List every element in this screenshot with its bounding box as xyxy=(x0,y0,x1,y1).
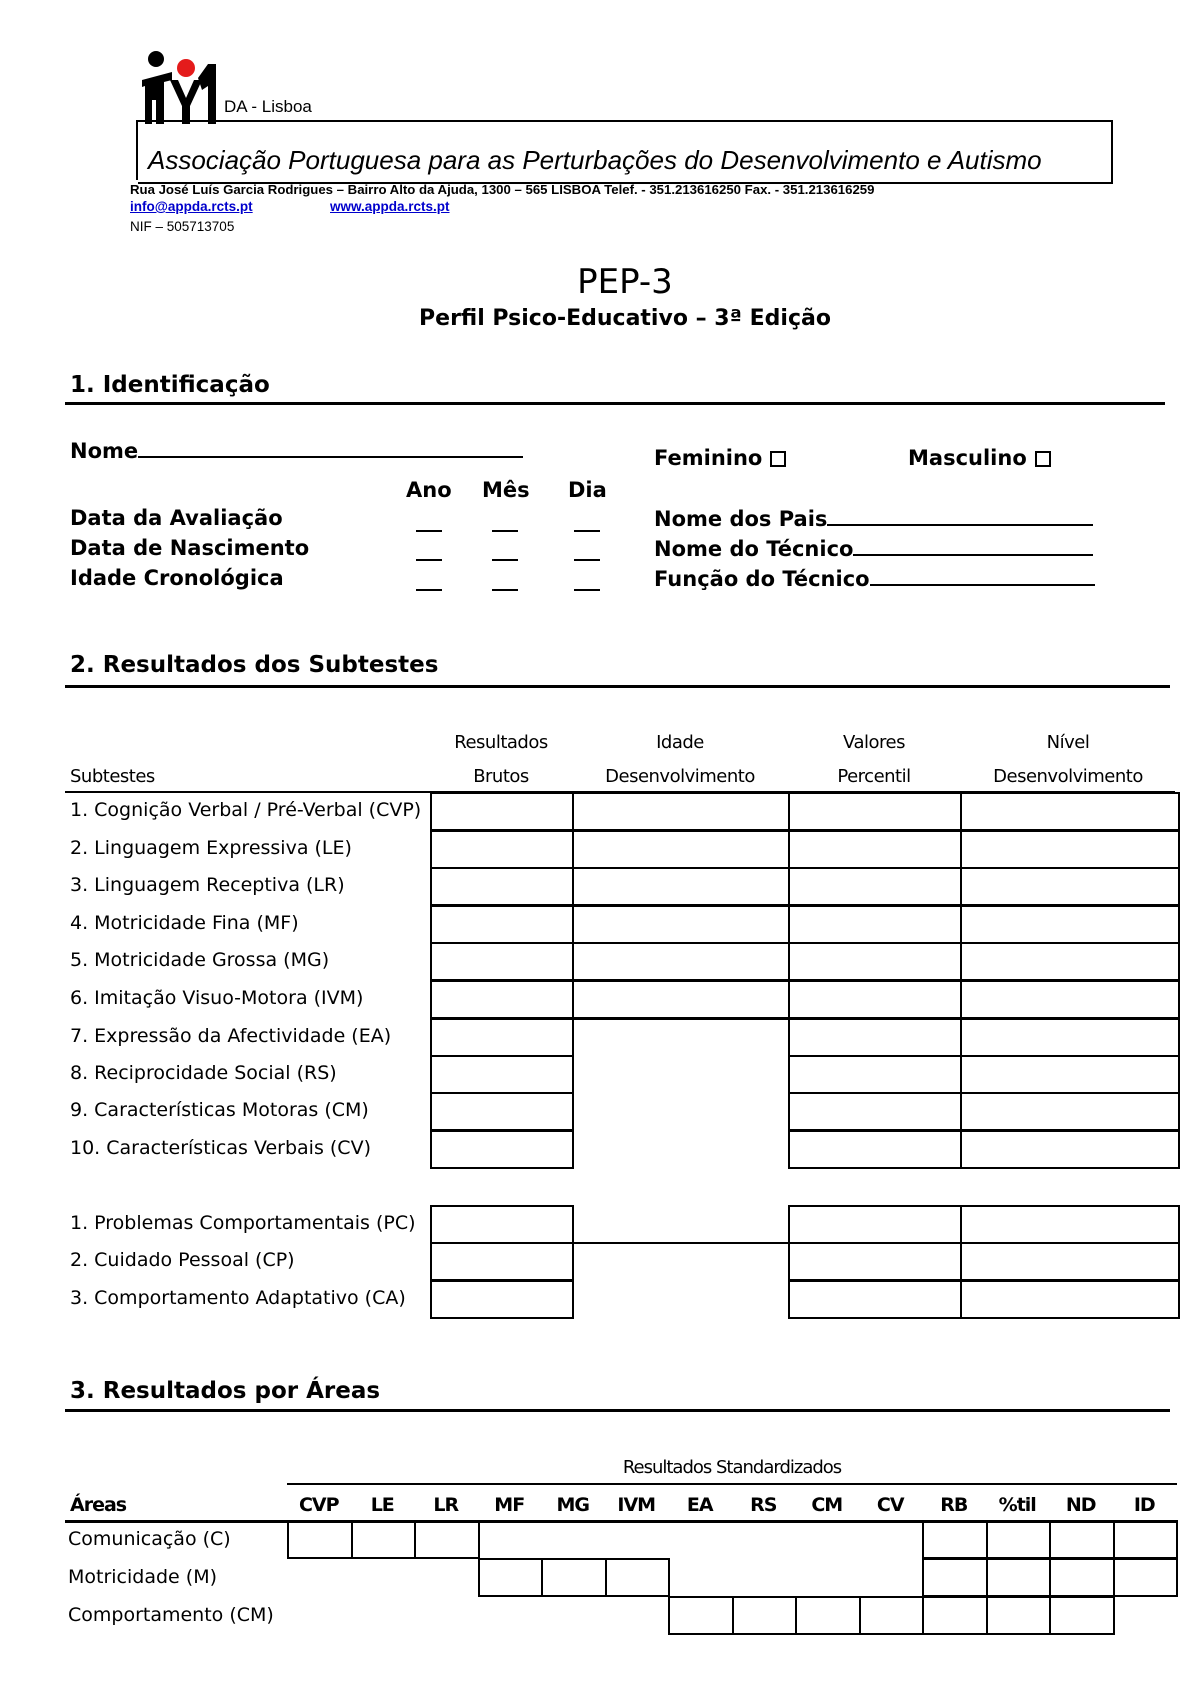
section-divider xyxy=(65,402,1165,405)
resultado-bruto-cell[interactable] xyxy=(430,1055,574,1094)
page-title: PEP-3 xyxy=(577,262,673,302)
resultado-bruto-cell[interactable] xyxy=(430,1280,574,1319)
area-score-cell[interactable] xyxy=(1049,1558,1115,1597)
valor-percentil-cell[interactable] xyxy=(788,1205,962,1244)
section-areas-title: 3. Resultados por Áreas xyxy=(70,1378,381,1404)
idade-desenvolvimento-cell[interactable] xyxy=(572,830,790,869)
nivel-desenvolvimento-cell[interactable] xyxy=(960,980,1180,1019)
area-code-header: LE xyxy=(370,1494,394,1516)
valor-percentil-cell[interactable] xyxy=(788,830,962,869)
area-score-cell[interactable] xyxy=(605,1558,671,1597)
area-score-cell[interactable] xyxy=(795,1596,861,1635)
address-line: Rua José Luís Garcia Rodrigues – Bairro Alto da Ajuda, 1300 – 565 LISBOA Telef. - 351.213616250 Fax. - 351.213616259 xyxy=(130,182,875,197)
idade-cronologica-label: Idade Cronológica xyxy=(70,566,284,590)
subtest-row-label: 9. Características Motoras (CM) xyxy=(70,1099,369,1121)
blank-dia[interactable] xyxy=(574,589,600,591)
nivel-desenvolvimento-cell[interactable] xyxy=(960,1205,1180,1244)
nivel-desenvolvimento-cell[interactable] xyxy=(960,1092,1180,1131)
area-score-cell[interactable] xyxy=(478,1558,544,1597)
nivel-desenvolvimento-cell[interactable] xyxy=(960,867,1180,906)
feminino-label: Feminino xyxy=(654,446,763,470)
col-mes: Mês xyxy=(482,478,530,502)
header-idade-desenvolvimento-1: Idade xyxy=(656,732,704,753)
resultado-bruto-cell[interactable] xyxy=(430,830,574,869)
area-score-cell[interactable] xyxy=(986,1558,1052,1597)
area-score-cell[interactable] xyxy=(986,1520,1052,1559)
resultado-bruto-cell[interactable] xyxy=(430,1092,574,1131)
area-score-cell[interactable] xyxy=(668,1596,734,1635)
area-code-header: CVP xyxy=(298,1494,339,1516)
area-score-cell[interactable] xyxy=(732,1596,798,1635)
data-nascimento-label: Data de Nascimento xyxy=(70,536,310,560)
header-idade-desenvolvimento-2: Desenvolvimento xyxy=(605,766,755,787)
resultado-bruto-cell[interactable] xyxy=(430,867,574,906)
page-subtitle: Perfil Psico-Educativo – 3ª Edição xyxy=(419,306,831,331)
area-row-label: Comunicação (C) xyxy=(68,1528,231,1550)
funcao-tecnico-field[interactable] xyxy=(654,566,1095,591)
blank-dia[interactable] xyxy=(574,530,600,532)
area-score-cell[interactable] xyxy=(922,1596,988,1635)
valor-percentil-cell[interactable] xyxy=(788,980,962,1019)
blank-dia[interactable] xyxy=(574,559,600,561)
feminino-option[interactable] xyxy=(654,446,786,470)
nivel-desenvolvimento-cell[interactable] xyxy=(960,1242,1180,1281)
resultado-bruto-cell[interactable] xyxy=(430,1242,574,1281)
idade-desenvolvimento-cell[interactable] xyxy=(572,867,790,906)
nivel-desenvolvimento-cell[interactable] xyxy=(960,942,1180,981)
funcao-tecnico-blank[interactable] xyxy=(870,566,1095,586)
section-identificacao-title: 1. Identificação xyxy=(70,372,270,398)
area-code-header: EA xyxy=(686,1494,713,1516)
col-ano: Ano xyxy=(406,478,452,502)
area-score-cell[interactable] xyxy=(986,1596,1052,1635)
area-code-header: MG xyxy=(556,1494,589,1516)
blank-mes[interactable] xyxy=(492,530,518,532)
area-code-header: IVM xyxy=(617,1494,656,1516)
org-city: DA - Lisboa xyxy=(224,97,312,116)
idade-desenvolvimento-cell[interactable] xyxy=(572,942,790,981)
valor-percentil-cell[interactable] xyxy=(788,1280,962,1319)
valor-percentil-cell[interactable] xyxy=(788,792,962,831)
subtest-row-label: 1. Cognição Verbal / Pré-Verbal (CVP) xyxy=(70,799,422,821)
resultado-bruto-cell[interactable] xyxy=(430,1130,574,1169)
table-line xyxy=(572,1018,788,1020)
header-valores-percentil-2: Percentil xyxy=(837,766,911,787)
subtest-row-label: 10. Características Verbais (CV) xyxy=(70,1137,371,1159)
areas-label: Áreas xyxy=(70,1494,127,1516)
area-code-header: RB xyxy=(940,1494,968,1516)
nivel-desenvolvimento-cell[interactable] xyxy=(960,1280,1180,1319)
subtest-row-label: 8. Reciprocidade Social (RS) xyxy=(70,1062,337,1084)
area-score-cell[interactable] xyxy=(922,1520,988,1559)
area-code-header: CM xyxy=(811,1494,843,1516)
subtest-row-label: 2. Linguagem Expressiva (LE) xyxy=(70,837,352,859)
nivel-desenvolvimento-cell[interactable] xyxy=(960,1130,1180,1169)
area-code-header: ID xyxy=(1133,1494,1155,1516)
table-line xyxy=(572,1242,788,1244)
valor-percentil-cell[interactable] xyxy=(788,1242,962,1281)
masculino-label: Masculino xyxy=(908,446,1027,470)
blank-mes[interactable] xyxy=(492,589,518,591)
data-avaliacao-label: Data da Avaliação xyxy=(70,506,283,530)
nivel-desenvolvimento-cell[interactable] xyxy=(960,905,1180,944)
area-score-cell[interactable] xyxy=(1049,1596,1115,1635)
header-resultados-brutos-2: Brutos xyxy=(473,766,529,787)
feminino-checkbox[interactable] xyxy=(770,451,786,467)
area-score-cell[interactable] xyxy=(922,1558,988,1597)
organization-logo xyxy=(142,50,222,126)
resultado-bruto-cell[interactable] xyxy=(430,1018,574,1057)
header-nivel-desenvolvimento-1: Nível xyxy=(1046,732,1090,753)
valor-percentil-cell[interactable] xyxy=(788,867,962,906)
valor-percentil-cell[interactable] xyxy=(788,1055,962,1094)
area-code-header: RS xyxy=(750,1494,777,1516)
area-score-cell[interactable] xyxy=(541,1558,607,1597)
blank-ano[interactable] xyxy=(416,530,442,532)
header-valores-percentil-1: Valores xyxy=(843,732,905,753)
group-underline xyxy=(287,1483,1177,1485)
subtest-row-label: 4. Motricidade Fina (MF) xyxy=(70,912,299,934)
idade-desenvolvimento-cell[interactable] xyxy=(572,905,790,944)
resultado-bruto-cell[interactable] xyxy=(430,942,574,981)
section-divider xyxy=(65,685,1170,688)
nome-pais-field[interactable] xyxy=(654,506,1093,531)
resultado-bruto-cell[interactable] xyxy=(430,1205,574,1244)
nivel-desenvolvimento-cell[interactable] xyxy=(960,830,1180,869)
area-code-header: %til xyxy=(998,1494,1036,1516)
area-code-header: ND xyxy=(1065,1494,1096,1516)
subtest-row-label: 7. Expressão da Afectividade (EA) xyxy=(70,1025,392,1047)
subtest-row-label: 6. Imitação Visuo-Motora (IVM) xyxy=(70,987,364,1009)
nome-pais-blank[interactable] xyxy=(827,506,1093,526)
email-link[interactable]: info@appda.rcts.pt xyxy=(130,199,253,214)
valor-percentil-cell[interactable] xyxy=(788,905,962,944)
area-code-header: LR xyxy=(433,1494,459,1516)
col-dia: Dia xyxy=(568,478,607,502)
idade-desenvolvimento-cell[interactable] xyxy=(572,792,790,831)
idade-desenvolvimento-cell[interactable] xyxy=(572,980,790,1019)
resultado-bruto-cell[interactable] xyxy=(430,980,574,1019)
area-score-cell[interactable] xyxy=(1113,1558,1179,1597)
area-score-cell[interactable] xyxy=(351,1520,417,1559)
area-row-label: Motricidade (M) xyxy=(68,1566,217,1588)
nome-tecnico-field[interactable] xyxy=(654,536,1093,561)
nome-tecnico-label: Nome do Técnico xyxy=(654,537,854,561)
composite-row-label: 3. Comportamento Adaptativo (CA) xyxy=(70,1287,406,1309)
valor-percentil-cell[interactable] xyxy=(788,942,962,981)
composite-row-label: 2. Cuidado Pessoal (CP) xyxy=(70,1249,295,1271)
header-frame-left xyxy=(136,120,138,180)
area-score-cell[interactable] xyxy=(414,1520,480,1559)
area-row-label: Comportamento (CM) xyxy=(68,1604,274,1626)
area-code-header: CV xyxy=(876,1494,904,1516)
nivel-desenvolvimento-cell[interactable] xyxy=(960,1018,1180,1057)
area-score-cell[interactable] xyxy=(1113,1520,1179,1559)
valor-percentil-cell[interactable] xyxy=(788,1018,962,1057)
subtest-row-label: 3. Linguagem Receptiva (LR) xyxy=(70,874,345,896)
section-divider xyxy=(65,1409,1170,1412)
header-resultados-brutos-1: Resultados xyxy=(454,732,548,753)
nome-label: Nome xyxy=(70,439,139,463)
subtestes-label: Subtestes xyxy=(70,766,155,787)
section-subtestes-title: 2. Resultados dos Subtestes xyxy=(70,652,439,678)
nivel-desenvolvimento-cell[interactable] xyxy=(960,1055,1180,1094)
masculino-option[interactable] xyxy=(908,446,1051,470)
organization-name: Associação Portuguesa para as Perturbações do Desenvolvimento e Autismo xyxy=(148,145,1042,175)
subtest-row-label: 5. Motricidade Grossa (MG) xyxy=(70,949,330,971)
area-score-cell[interactable] xyxy=(859,1596,925,1635)
blank-ano[interactable] xyxy=(416,559,442,561)
header-nivel-desenvolvimento-2: Desenvolvimento xyxy=(993,766,1143,787)
website-link[interactable]: www.appda.rcts.pt xyxy=(330,199,450,214)
blank-ano[interactable] xyxy=(416,589,442,591)
composite-row-label: 1. Problemas Comportamentais (PC) xyxy=(70,1212,416,1234)
masculino-checkbox[interactable] xyxy=(1035,451,1051,467)
resultado-bruto-cell[interactable] xyxy=(430,905,574,944)
nif: NIF – 505713705 xyxy=(130,219,235,234)
area-score-cell[interactable] xyxy=(287,1520,353,1559)
valor-percentil-cell[interactable] xyxy=(788,1092,962,1131)
nivel-desenvolvimento-cell[interactable] xyxy=(960,792,1180,831)
nome-tecnico-blank[interactable] xyxy=(853,536,1093,556)
resultado-bruto-cell[interactable] xyxy=(430,792,574,831)
area-score-cell[interactable] xyxy=(1049,1520,1115,1559)
nome-pais-label: Nome dos Pais xyxy=(654,507,828,531)
nome-blank[interactable] xyxy=(138,438,523,458)
blank-mes[interactable] xyxy=(492,559,518,561)
funcao-tecnico-label: Função do Técnico xyxy=(654,567,870,591)
valor-percentil-cell[interactable] xyxy=(788,1130,962,1169)
nome-field[interactable] xyxy=(70,438,523,463)
area-code-header: MF xyxy=(494,1494,525,1516)
resultados-standardizados-label: Resultados Standardizados xyxy=(622,1457,842,1478)
